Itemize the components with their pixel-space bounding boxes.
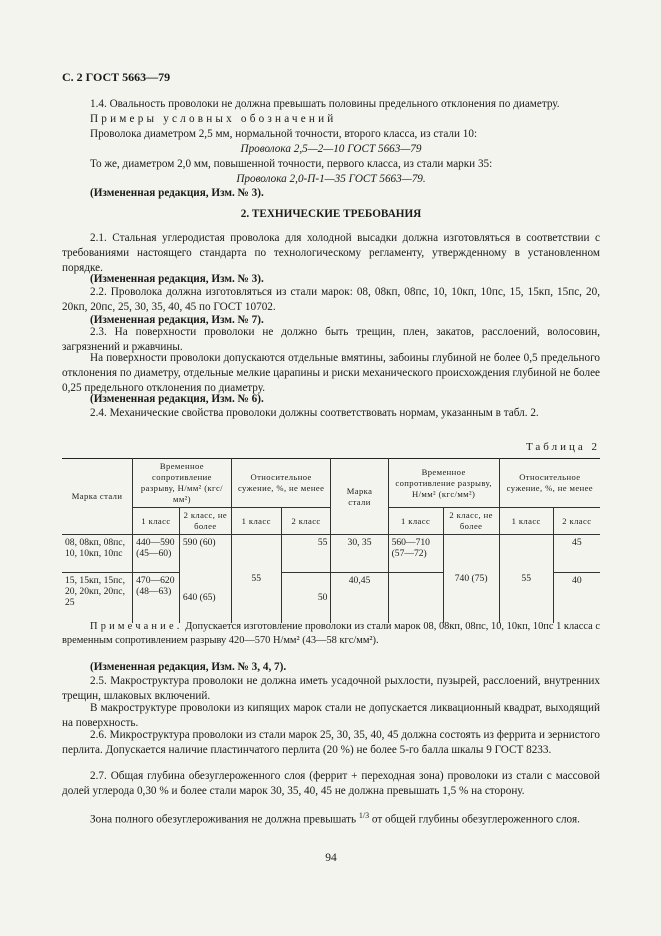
header-strength-right: Временное сопротивление разрыву, Н/мм² (кгс/мм²) [388, 459, 499, 508]
paragraph-2-5: 2.5. Макроструктура проволоки не должна иметь усадочной рыхлости, пузырей, расслоений, внутренних трещин, шлаковых включений. [62, 675, 600, 702]
table-note [62, 620, 600, 648]
header-n-class1-right: 1 класс [499, 508, 553, 535]
right-strength-c2: 740 (75) [443, 535, 499, 623]
example-2-code: Проволока 2,0-П-1—35 ГОСТ 5663—79. [236, 173, 426, 185]
paragraph-2-7: 2.7. Общая глубина обезуглероженного слоя (феррит + переходная зона) проволоки из стали с массовой долей углерода 0,30 % и более стали марок 30, 35, 40, 45 не должна превышать 1,5 % на сторону. [62, 770, 600, 797]
note-label: Примечание. [90, 621, 183, 632]
edit-note-2-3: (Измененная редакция, Изм. № 6). [90, 393, 264, 405]
paragraph-2-4: 2.4. Механические свойства проволоки должны соответствовать нормам, указанным в табл. 2. [90, 407, 539, 419]
row1-grade: 08, 08кп, 08пс, 10, 10кп, 10пс [62, 535, 133, 573]
header-narrowing: Относительное сужение, %, не менее [231, 459, 331, 508]
right-narrowing-c1: 55 [499, 535, 553, 623]
example-2-text: То же, диаметром 2,0 мм, повышенной точности, первого класса, из стали марки 35: [90, 158, 493, 170]
page-header: С. 2 ГОСТ 5663—79 [62, 70, 171, 84]
right-row1-grade: 30, 35 [331, 535, 388, 573]
edit-note-1: (Измененная редакция, Изм. № 3). [90, 187, 264, 199]
row1-narrowing-c2: 55 [281, 535, 331, 573]
paragraph-2-5b: В макроструктуре проволоки из кипящих марок стали не допускается ликвационный квадрат, выходящий на поверхность. [62, 702, 600, 729]
header-grade: Марка стали [62, 459, 133, 535]
header-class1: 1 класс [133, 508, 180, 535]
edit-note-table: (Измененная редакция, Изм. № 3, 4, 7). [90, 661, 287, 673]
section-title: 2. ТЕХНИЧЕСКИЕ ТРЕБОВАНИЯ [240, 208, 422, 220]
header-class1-right: 1 класс [388, 508, 443, 535]
right-row1-strength-c1: 560—710 (57—72) [388, 535, 443, 573]
right-row2-strength-c1 [388, 573, 443, 623]
paragraph-2-7b [62, 808, 600, 828]
header-class2-right: 2 класс, не более [443, 508, 499, 535]
paragraph-2-2: 2.2. Проволока должна изготовляться из стали марок: 08, 08кп, 08пс, 10, 10кп, 10пс, 15, 15кп, 15пс, 20, 20кп, 20пс, 25, 30, 35, 40, 45 по ГОСТ 10702. [62, 286, 600, 313]
left-narrowing-c1: 55 [231, 535, 281, 623]
paragraph-2-6: 2.6. Микроструктура проволоки из стали марок 25, 30, 35, 40, 45 должна состоять из феррита и зернистого перлита. Допускается наличие пластинчатого перлита (20 %) не более 5-го балла шкалы 9 ГОСТ 8233. [62, 729, 600, 756]
p27b-part-a: Зона полного обезуглероживания не должна превышать [90, 813, 357, 826]
edit-note-2-1: (Измененная редакция, Изм. № 3). [90, 273, 264, 285]
row1-strength-c1: 440—590 (45—60) [133, 535, 180, 573]
right-row1-narrowing-c2: 45 [553, 535, 600, 573]
paragraph-2-1: 2.1. Стальная углеродистая проволока для холодной высадки должна изготовляться в соответствии с требованиями настоящего стандарта по технологическому регламенту, утвержденному в установленном порядке. [62, 232, 600, 274]
header-n-class2: 2 класс [281, 508, 331, 535]
mechanical-properties-table [62, 458, 600, 623]
note-text: Допускается изготовление проволоки из стали марок 08, 08кп, 08пс, 10, 10кп, 10пс 1 класса с временным сопротивлением разрыву 420—570 Н/мм² (43—58 кгс/мм²). [62, 621, 600, 646]
paragraph-1-4: 1.4. Овальность проволоки не должна превышать половины предельного отклонения по диаметру. [90, 98, 560, 110]
example-1-code: Проволока 2,5—2—10 ГОСТ 5663—79 [240, 143, 422, 155]
page-number: 94 [325, 852, 337, 864]
fraction-one-third: 1/3 [358, 811, 370, 820]
header-narrowing-right: Относительное сужение, %, не менее [499, 459, 600, 508]
right-row2-grade: 40,45 [331, 573, 388, 623]
row1-strength-c2: 590 (60) [179, 535, 231, 573]
header-grade-right: Марка стали [331, 459, 388, 535]
row2-narrowing-c2: 50 [281, 573, 331, 623]
row2-strength-c2: 640 (65) [179, 573, 231, 623]
right-row2-narrowing-c2: 40 [553, 573, 600, 623]
header-class2: 2 класс, не более [179, 508, 231, 535]
header-n-class2-right: 2 класс [553, 508, 600, 535]
paragraph-2-3: 2.3. На поверхности проволоки не должно быть трещин, плен, закатов, расслоений, волосовин, загрязнений и ржавчины. [62, 326, 600, 353]
row2-strength-c1: 470—620 (48—63) [133, 573, 180, 623]
paragraph-2-3b: На поверхности проволоки допускаются отдельные вмятины, забоины глубиной не более 0,5 предельного отклонения по диаметру, отдельные мелкие царапины и риски механического происхождения глубиной не более 0,25 предельного отклонения по диаметру. [62, 352, 600, 394]
header-n-class1: 1 класс [231, 508, 281, 535]
p27b-part-b: от общей глубины обезуглероженного слоя. [371, 813, 580, 826]
row2-grade: 15, 15кп, 15пс, 20, 20кп, 20пс, 25 [62, 573, 133, 623]
header-strength: Временное сопротивление разрыву, Н/мм² (кгс/мм²) [133, 459, 232, 508]
edit-note-2-2: (Измененная редакция, Изм. № 7). [90, 314, 264, 326]
examples-title: Примеры условных обозначений [90, 113, 337, 125]
table-caption: Таблица 2 [525, 441, 600, 453]
example-1-text: Проволока диаметром 2,5 мм, нормальной точности, второго класса, из стали 10: [90, 128, 478, 140]
